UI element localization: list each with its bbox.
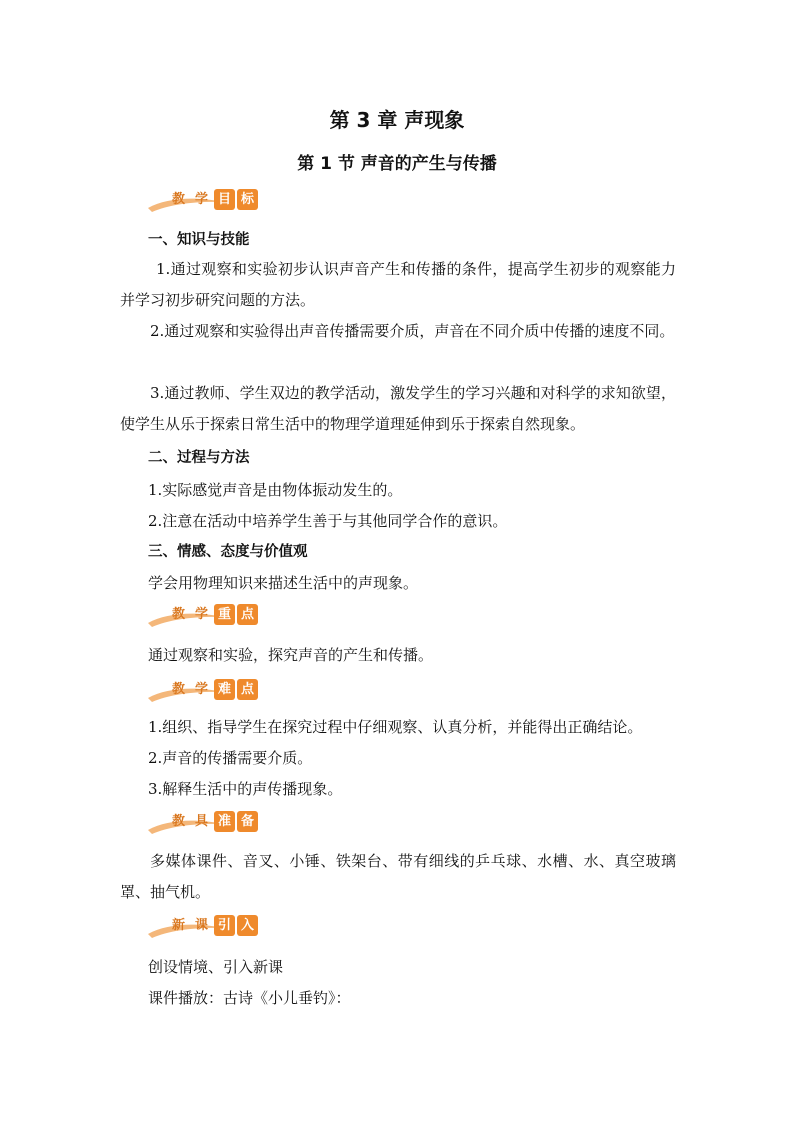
badge-char: 目 (214, 189, 235, 210)
heading-attitude-values: 三、情感、态度与价值观 (148, 544, 308, 560)
badge-teaching-goals (146, 186, 266, 216)
key-points-text: 通过观察和实验，探究声音的产生和传播。 (148, 646, 434, 664)
badge-char: 准 (214, 811, 235, 832)
badge-char: 备 (237, 811, 258, 832)
badge-key-points (146, 601, 266, 631)
badge-char: 入 (237, 915, 258, 936)
chapter-title: 第 3 章 声现象 (329, 108, 465, 132)
badge-char: 教 (171, 814, 185, 829)
badge-char: 学 (194, 682, 208, 697)
heading-process-methods: 二、过程与方法 (148, 450, 250, 466)
difficulty-2: 2.声音的传播需要介质。 (148, 749, 313, 767)
badge-char: 教 (171, 607, 185, 622)
badge-new-lesson-intro (146, 912, 266, 942)
badge-char: 重 (214, 604, 235, 625)
goal-process-2: 2.注意在活动中培养学生善于与其他同学合作的意识。 (148, 512, 508, 530)
heading-knowledge-skills: 一、知识与技能 (148, 232, 250, 248)
intro-line-1: 创设情境、引入新课 (148, 958, 284, 976)
badge-char: 教 (171, 192, 185, 207)
intro-line-2: 课件播放：古诗《小儿垂钓》： (148, 989, 351, 1007)
goal-knowledge-1: 1.通过观察和实验初步认识声音产生和传播的条件，提高学生初步的观察能力并学习初步研究问题的方法。 (120, 260, 676, 309)
badge-char: 点 (237, 604, 258, 625)
badge-char: 点 (237, 679, 258, 700)
badge-char: 难 (214, 679, 235, 700)
badge-char: 引 (214, 915, 235, 936)
badge-char: 课 (194, 918, 208, 933)
badge-char: 教 (171, 682, 185, 697)
difficulty-3: 3.解释生活中的声传播现象。 (148, 780, 343, 798)
badge-char: 具 (194, 814, 208, 829)
badge-difficulties (146, 676, 266, 706)
difficulty-1: 1.组织、指导学生在探究过程中仔细观察、认真分析，并能得出正确结论。 (148, 718, 643, 736)
badge-char: 学 (194, 607, 208, 622)
badge-char: 新 (171, 918, 185, 933)
badge-char: 标 (237, 189, 258, 210)
badge-char: 学 (194, 192, 208, 207)
section-title: 第 1 节 声音的产生与传播 (297, 154, 497, 174)
goal-process-1: 1.实际感觉声音是由物体振动发生的。 (148, 481, 403, 499)
goal-knowledge-3: 3.通过教师、学生双边的教学活动，激发学生的学习兴趣和对科学的求知欲望，使学生从乐于探索日常生活中的物理学道理延伸到乐于探索自然现象。 (120, 384, 676, 433)
materials-text: 多媒体课件、音叉、小锤、铁架台、带有细线的乒乓球、水槽、水、真空玻璃罩、抽气机。 (120, 852, 676, 901)
badge-materials (146, 808, 266, 838)
goal-attitude-text: 学会用物理知识来描述生活中的声现象。 (148, 574, 419, 592)
goal-knowledge-2: 2.通过观察和实验得出声音传播需要介质，声音在不同介质中传播的速度不同。 (150, 322, 675, 340)
